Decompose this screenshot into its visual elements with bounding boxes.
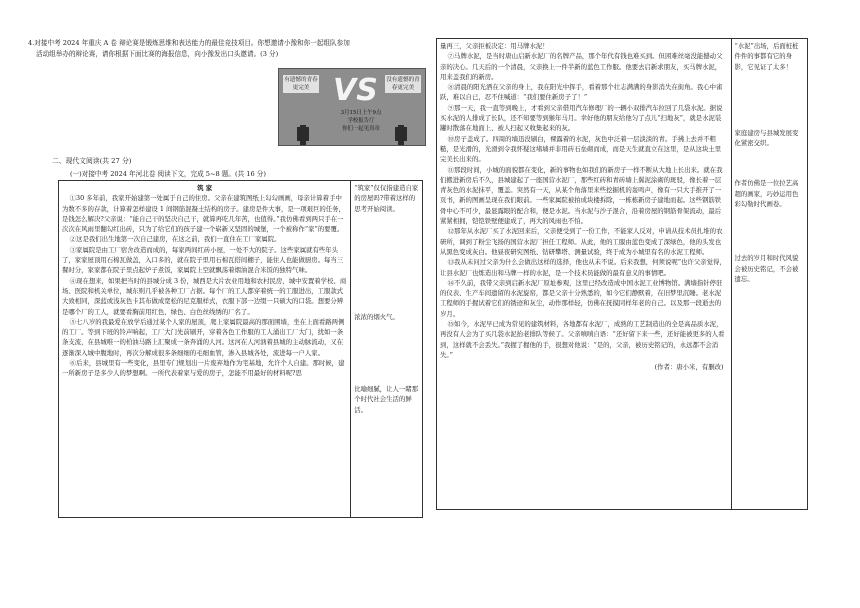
- left-lectern-stand: [300, 125, 306, 145]
- left-note-2: 浓浓的烟火气。: [354, 312, 399, 321]
- left-reading-table: [58, 180, 423, 518]
- author-credit: (作者：唐小米，有删改): [654, 363, 724, 372]
- debate-poster: [278, 68, 426, 146]
- paragraph-1: ①30 多年前，我家开始建第一处属于自己的住房。父亲在建筑图纸上勾勾画画，母亲计算着手中为数不多的存款，计算着怎样建设 1 间钢筋混凝土结构的房子。建房是件大事，是一项艰巨的任务，是钱怎么解决?父亲说：“能自己干的坚决自己干，就算再吃几年苦，也值得。”我仿佛看到两只手在一次次在风雨里翻勾红出砖，只为了给它们的孩子建一个崭新又坚固的城堡，一个被称作“家”的要覆。: [62, 194, 345, 234]
- question-4-line1: 4.对接中考 2024 年重庆 A 卷 辩论赛是锻炼思维和表达能力的最佳竞技项目。你想邀请小豫和你一起组队参加: [28, 39, 350, 47]
- section-subheading: (一)对接中考 2024 年河北卷 阅读下文，完成 5~8 题。(共 16 分): [70, 170, 266, 178]
- paragraph-8: ⑧清晨的阳光洒在父亲的身上，我在阳光中挥手，看着那个壮志满满的身影消失在街角。我心中雀跃，难以自已，忍不住喊道：“我们要住新房子了！”: [440, 83, 723, 102]
- poster-right-label: 没有遗憾的青春更完美: [386, 77, 420, 91]
- left-note-1: “筑家”仅仅指建造自家的房屋吗?带着这样的思考开始阅读。: [354, 184, 419, 213]
- right-text-cell: [437, 39, 732, 510]
- left-note-3: 比喻细腻，让人一睹那个时代社会生活的鲜活。: [354, 385, 419, 414]
- right-lectern-stand: [398, 125, 404, 145]
- paragraph-14: ⑭不久前，我带父亲到启新水泥厂原址参观，这里已经改造成中国水泥工业博物馆。满墙指针停驻的仪表、生产车间遗留的水泥旋窑，都是父亲十分熟悉的，如今它们静默着，在旧梦里沉睡。老水泥工程师的手握试着它们的锈迹和灰尘，动作那样轻，仿佛在抚摸同样年老的自己。以及那一段逝去的岁月。: [440, 278, 723, 318]
- paragraph-5: ⑤七八岁的我最爱在放学后通过某个人家的屋顶，爬上家属院最高的那面围墙，坐在上面看路两侧的工厂。等到下班的铃声响起，工厂大门先前刷开，穿着各色工作服的工人涌出工厂大门，扰如一条条支流，在县城唯一的柏油马路上汇聚成一条奔涌的人河。这河在人河汹着县城的主动脉流动，又在逐渐深入城中腹地时，再次分解成很多条细细的毛细血管，渗入县城各处，流进每一户人家。: [62, 317, 345, 357]
- poster-place: 学校报告厅: [347, 118, 375, 124]
- left-text-cell: [59, 181, 351, 518]
- paragraph-3: ③家属院是由工厂宿舍改造而成的，每家两间红砖小屋，一处不大的院子。这些家属就有些年头了，家家屋顶用石棉瓦做盖，入口多的，就在院子里用石棉瓦搭间棚子，能住人也能做厨房。每当三餐时分，家家都在院子里点起炉子煮饭，家属院上空就飘荡着烟油混合米饭的独特气味。: [62, 245, 344, 275]
- paragraph-9: ⑨那一天，我一直等到晚上，才看到父亲借用汽车修理厂的一辆小双排汽车拉回了几袋水泥。据说买水泥的人排成了长队，还不知要等到猴年马月。幸好他的朋友给他匀了点儿“扫地灰”，就是水泥装罐时散落在地面上、被人扫起又收集起来的灰。: [440, 103, 723, 133]
- right-note-2: 家庭建房与县城发展变化紧密交织。: [734, 128, 799, 148]
- section-heading: 二、现代文阅读(共 27 分): [52, 157, 132, 165]
- paragraph-15: ⑮如今，水泥早已成为常见的建筑材料，各地都有水泥厂，成熟的工艺制造出的全是高品质水泥，再没有人会为了买几袋水泥抬老排队等候了。父亲嗔嗔自语：“还好留下来一些，还好能被更多的人看到，这样就不会丢失。”我握了握他的手，很想对他说：“是的，父亲，被历史铭记的，永远都不会消失。”: [440, 320, 725, 359]
- question-4-line2: 活动组举办的辩论赛，请你根据下面比赛的海报信息，向小豫发出口头邀请。(3 分): [36, 50, 279, 58]
- right-note-4: 过去的岁月和时代风貌会被历史铭记，不会被遗忘。: [734, 254, 799, 283]
- left-notes-cell: [351, 181, 423, 518]
- paragraph-6: ⑥后来，县城里有一些变化，县里专门规划出一片废弃地作为宅基地，允许个人自建。那时候，建一所新房子是多少人的梦想啊。一所代表着家与爱的房子，怎能不用最好的材料呢?思: [62, 359, 345, 378]
- right-note-1: “水泥”出场，后面桩桩件件的事都有它的身影，它见证了太多！: [734, 42, 799, 71]
- paragraph-4: ④现在想来，如果把当时的县城分成 3 份，城西是大片农业用地和农村民房，城中安置着学校、商场、医院和机关单位，城东则几乎被各种工厂占据。每个厂的工人都穿着统一的工服进出，工服款式大致相同，深蓝或浅灰色卡其布做成宽松的尼克服样式，衣服下部一边缀一只硕大的口袋。想要分辨是哪个厂的工人，就要看胸前用红色、绿色、白色丝线绣的厂名了。: [62, 276, 347, 316]
- article-title: 筑 家: [197, 184, 213, 192]
- paragraph-12: ⑫那年从水泥厂买了水泥回来后，父亲便受到了一份工作，不能家人反对，申请从技术员扎堆的农研所，调到了粉尘飞扬的国营水泥厂担任工程师。从此，他的工服由蓝色变成了深绿色，他的头发也从黑色变成灰白。他昼夜研究图纸、钻研攀塔、测量试验，终于成为小城里有名的水泥工程师。: [440, 227, 723, 256]
- poster-left-label: 有遗憾的青春更完美: [284, 77, 318, 91]
- right-notes-cell: [731, 39, 808, 510]
- right-note-3: 作者仿佛是一位拉艺高超的画家，巧妙运用色彩勾勒时代画卷。: [734, 179, 799, 209]
- poster-slogan: 你们一起见真章: [342, 126, 380, 132]
- paragraph-11: ⑪那段时间，小城的面貌都在变化，新的事物也如我们的新房子一样不断从大地上长出来。就在我们搬进新房后不久，县城建起了一座国营水泥厂，那些红砖和青砖墙上翼泥涂砌的斑驳，像长着一层青灰色的水泥抹平，覆盖。突然有一天，从某个角落里来些挖掘机的轰鸣声，像有一只大手推开了一页书，新的图画呈现在我们眼前。一些家属院被拍成块楼拆除，一栋栋新房子建地而起。这些钢筋铁骨中心不可少，最显露眼的配合和，便是水泥。当水泥与沙子混合，沿着房屋的钢筋骨架流动，最后紧紧相拥，铠铠铁壁便建成了，再大的风雨也不怕。: [440, 165, 723, 226]
- poster-info: [331, 109, 391, 133]
- paragraph-10: ⑩房子盖成了。四周的墙迅没刷白，裸露着的水泥，灰色中泛着一层淡淡的青。手拂上去并不粗糙，是光滑的，光滑到令我怀疑这堵墙并非用砖石垒砌而成，而是天生就直立在这里，是从这块土里完美长出来的。: [440, 134, 722, 164]
- paragraph-13: ⑬我从未问过父亲为什么会做出这样的选择，他也从未不说。后来我想，何须说呢”也许父亲觉得，让县水泥厂也炼造出和马牌一样的水泥，是一个技术员能做的最有意义的事情吧。: [440, 258, 726, 277]
- right-reading-table: [436, 38, 808, 510]
- paragraph-6-cont: 量再三，父亲拒板决定：用马牌水泥！: [440, 42, 549, 50]
- paragraph-2: ②这是我们出生地第一次自己建房，在这之前，我们一直住在工厂家属院。: [69, 235, 281, 244]
- poster-date: 3月15日上午9点: [340, 110, 382, 116]
- paragraph-7: ⑦马牌水泥，是当时唐山启新水泥厂的名牌产品，那个年代有钱也难买到。但困难丝毫没能撼动父亲的决心。几天后的一个清晨，父亲换上一件半新的蓝色工作服。他要去启新求朋友，买马牌水泥，用来盖我们的新房。: [440, 52, 723, 81]
- question-4: [28, 38, 408, 60]
- poster-vs-logo: VS: [333, 73, 378, 108]
